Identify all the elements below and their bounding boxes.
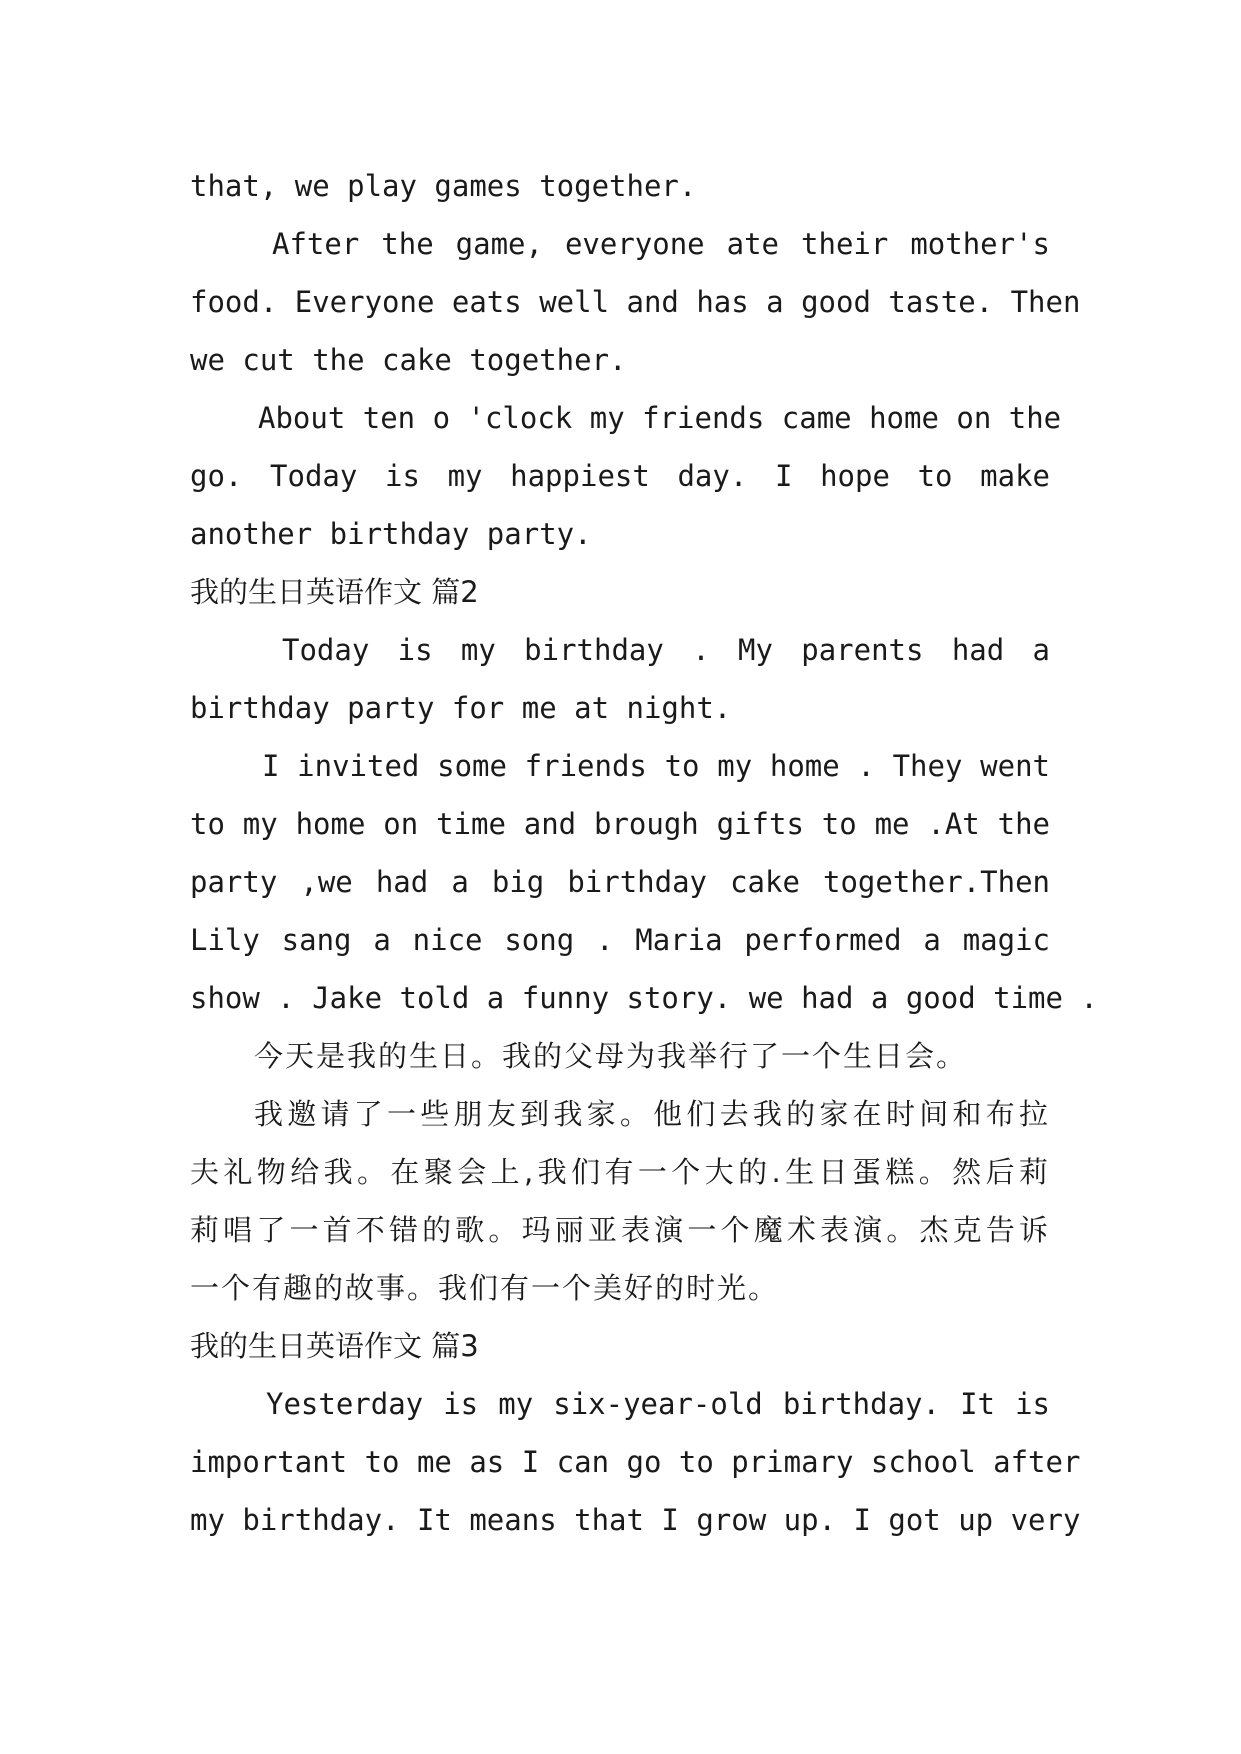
section-heading: 我的生日英语作文 篇2 [190, 575, 479, 609]
paragraph-line: I invited some friends to my home . They went [262, 749, 1050, 783]
paragraph-line: go. Today is my happiest day. I hope to make [190, 459, 1050, 493]
paragraph-line: birthday party for me at night. [190, 691, 732, 725]
paragraph-line: to my home on time and brough gifts to me .At the [190, 807, 1050, 841]
paragraph-line: show . Jake told a funny story. we had a good time . [190, 981, 1098, 1015]
paragraph-line: that, we play games together. [190, 169, 697, 203]
paragraph-line: party ,we had a big birthday cake together.Then [190, 865, 1050, 899]
paragraph-line: 今天是我的生日。我的父母为我举行了一个生日会。 [254, 1039, 968, 1073]
paragraph-line: Yesterday is my six-year-old birthday. It is [266, 1387, 1050, 1421]
paragraph-line: food. Everyone eats well and has a good taste. Then [190, 285, 1081, 319]
paragraph-line: my birthday. It means that I grow up. I got up very [190, 1503, 1081, 1537]
paragraph-line: 一个有趣的故事。我们有一个美好的时光。 [190, 1271, 780, 1305]
paragraph-line: we cut the cake together. [190, 343, 627, 377]
paragraph-line: About ten o 'clock my friends came home on the [258, 401, 1062, 435]
paragraph-line: 莉唱了一首不错的歌。玛丽亚表演一个魔术表演。杰克告诉 [190, 1213, 1050, 1247]
paragraph-line: Lily sang a nice song . Maria performed a magic [190, 923, 1050, 957]
section-heading: 我的生日英语作文 篇3 [190, 1329, 479, 1363]
paragraph-line: important to me as I can go to primary school after [190, 1445, 1081, 1479]
paragraph-line: Today is my birthday . My parents had a [282, 633, 1050, 667]
paragraph-line: 夫礼物给我。在聚会上,我们有一个大的.生日蛋糕。然后莉 [190, 1155, 1050, 1189]
paragraph-line: After the game, everyone ate their mother's [272, 227, 1050, 261]
paragraph-line: 我邀请了一些朋友到我家。他们去我的家在时间和布拉 [254, 1097, 1050, 1131]
paragraph-line: another birthday party. [190, 517, 592, 551]
